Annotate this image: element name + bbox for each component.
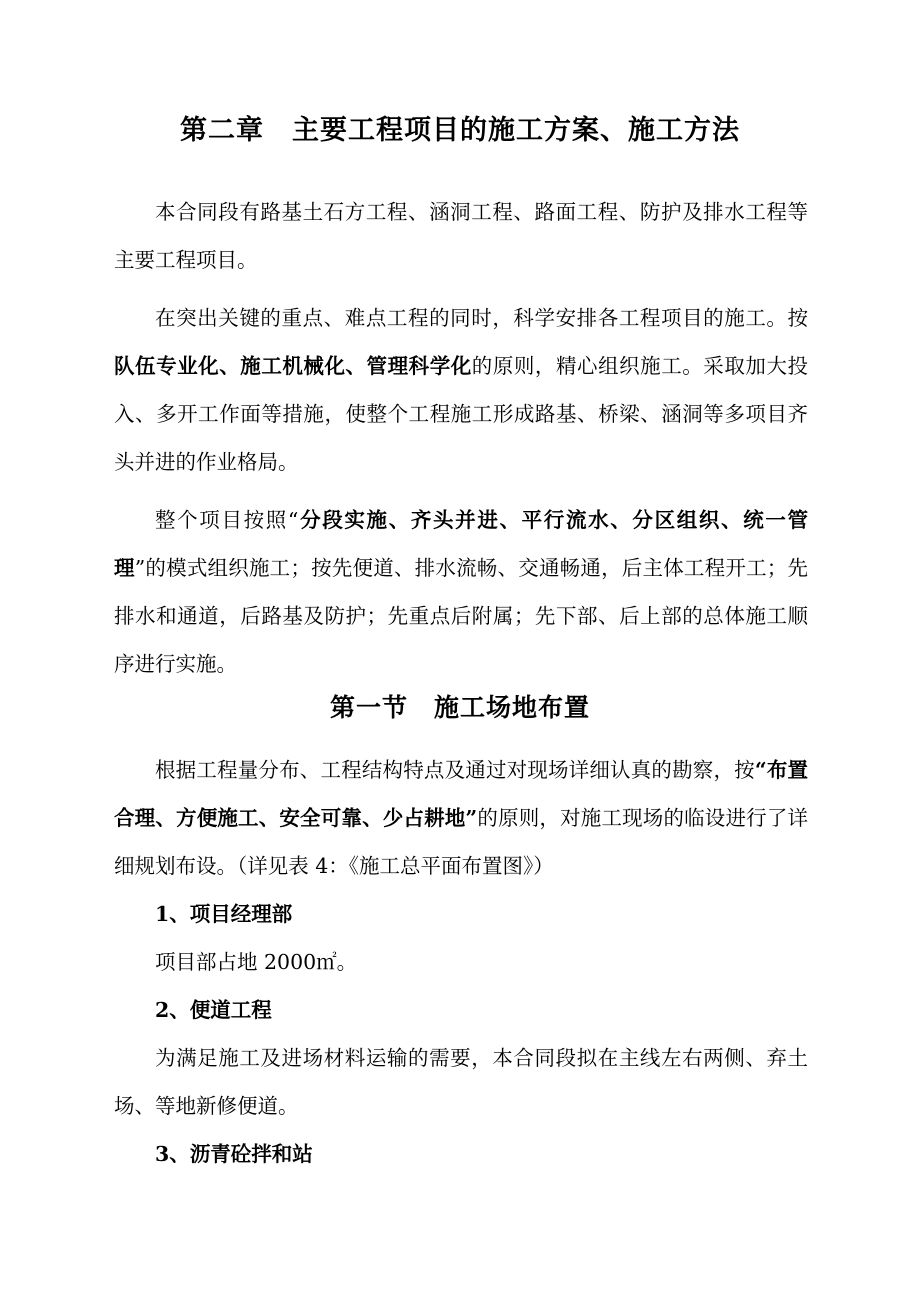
section-paragraph-1 (114, 746, 808, 890)
section-paragraph-1-emphasis: “布置合理、方便施工、安全可靠、少占耕地” (114, 758, 809, 830)
intro-paragraph-3-text-b: ”的模式组织施工；按先便道、排水流畅、交通畅通，后主体工程开工；先排水和通道，后路基及防护；先重点后附属；先下部、后上部的总体施工顺序进行实施。 (114, 556, 809, 676)
item-text-1: 项目部占地 2000㎡。 (155, 950, 358, 974)
intro-paragraph-1-text: 本合同段有路基土石方工程、涵洞工程、路面工程、防护及排水工程等主要工程项目。 (114, 200, 808, 272)
item-heading-2: 2、便道工程 (155, 998, 272, 1022)
section-paragraph-1-text-b: 的原则，对施工现场的临设进行了详细规划布设。（详见表 4：《施工总平面布置图》） (114, 806, 808, 878)
section-title: 第一节 施工场地布置 (329, 693, 590, 722)
intro-paragraph-3-text-a: 整个项目按照“ (155, 508, 299, 532)
intro-paragraph-2 (114, 294, 808, 486)
item-heading-1: 1、项目经理部 (155, 902, 293, 926)
chapter-title: 第二章 主要工程项目的施工方案、施工方法 (180, 115, 740, 146)
intro-paragraph-2-emphasis: 队伍专业化、施工机械化、管理科学化 (114, 354, 472, 378)
intro-paragraph-3 (114, 496, 808, 688)
intro-paragraph-1 (114, 188, 808, 284)
intro-paragraph-2-text-b: 的原则，精心组织施工。采取加大投入、多开工作面等措施，使整个工程施工形成路基、桥梁、涵洞等多项目齐头并进的作业格局。 (114, 354, 808, 474)
item-text-2: 为满足施工及进场材料运输的需要，本合同段拟在主线左右两侧、弃土场、等地新修便道。 (114, 1046, 808, 1118)
intro-paragraph-3-emphasis: 分段实施、齐头并进、平行流水、分区组织、统一管理 (114, 508, 809, 580)
section-paragraph-1-text-a: 根据工程量分布、工程结构特点及通过对现场详细认真的勘察，按 (155, 758, 755, 782)
intro-paragraph-2-text-a: 在突出关键的重点、难点工程的同时，科学安排各工程项目的施工。按 (155, 306, 808, 330)
item-heading-3: 3、沥青砼拌和站 (155, 1142, 313, 1166)
